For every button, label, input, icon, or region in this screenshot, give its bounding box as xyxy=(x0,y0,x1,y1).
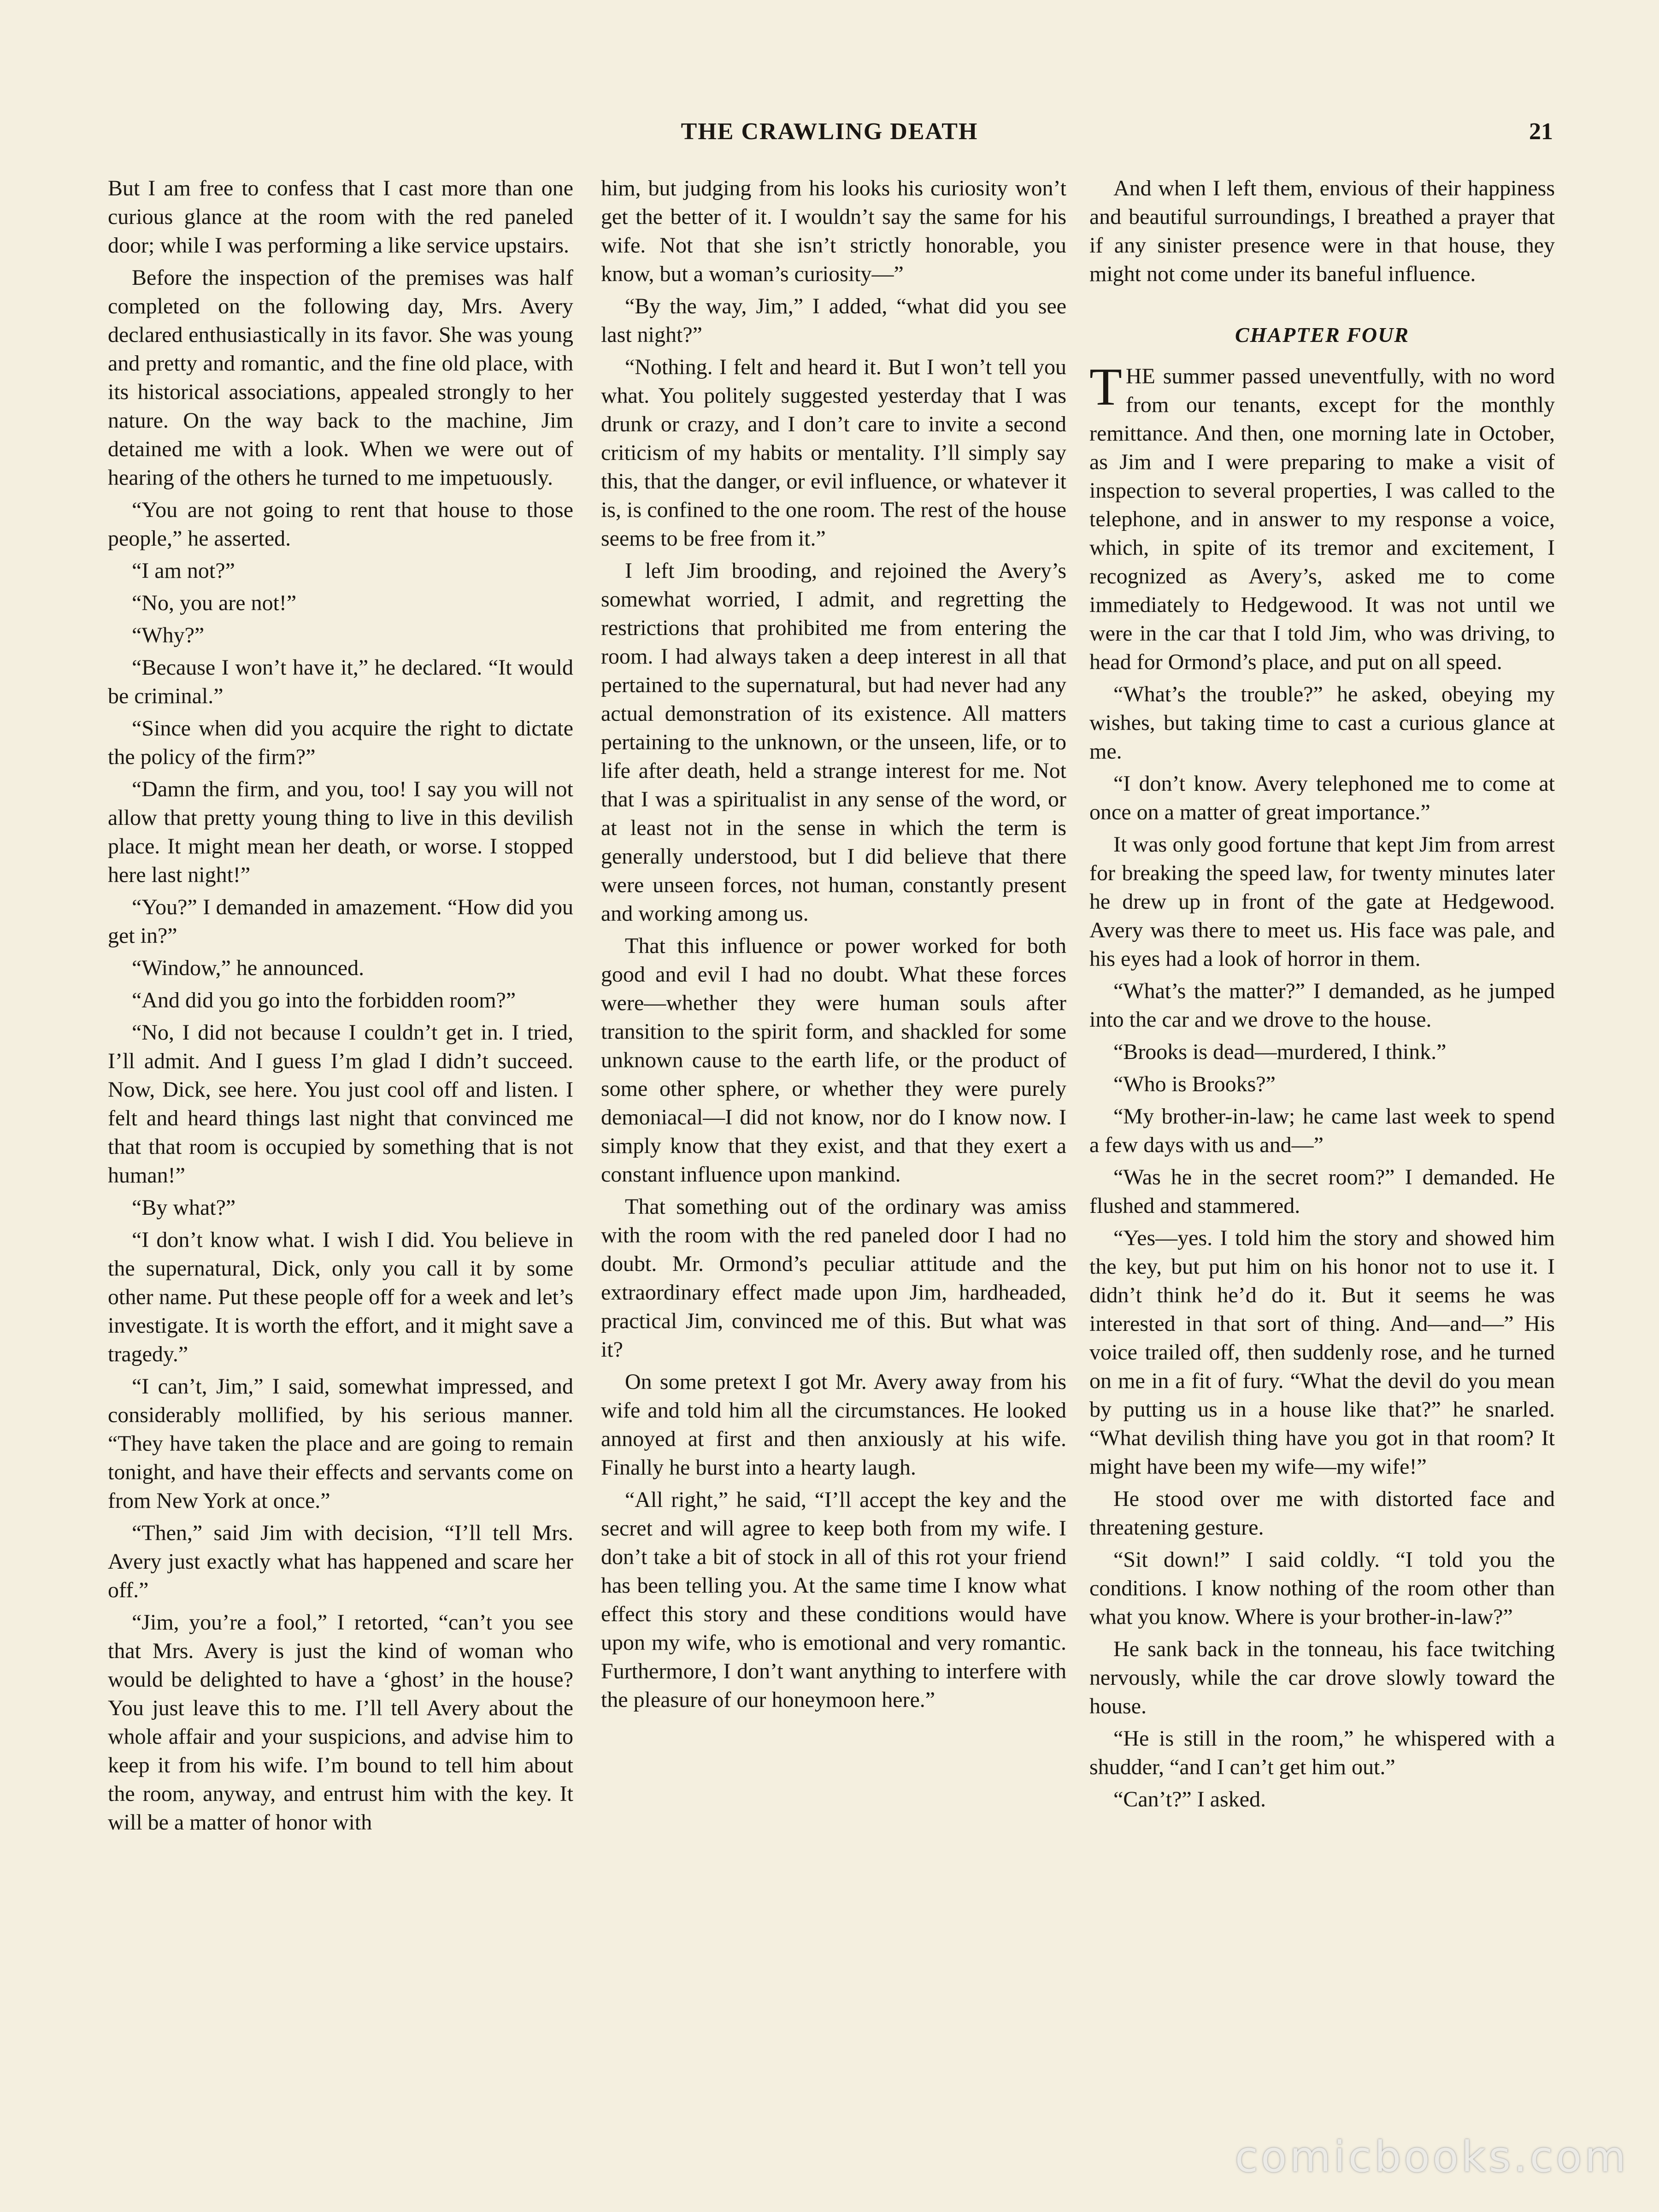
paragraph: “And did you go into the forbidden room?” xyxy=(132,988,516,1012)
paragraph: That this influence or power worked for both good and evil I had no doubt. What these forces were—whether they were human souls after transition to the spirit form, and shackled for some unknown cause to the earth life, or the product of some other sphere, or whether they were purely demoniacal—I did not know, nor do I know now. I simply know that they exist, and that they exert a constant influence upon mankind. xyxy=(601,934,1066,1187)
paragraph: On some pretext I got Mr. Avery away from his wife and told him all the circumstances. He looked annoyed at first and then anxiously at his wife. Finally he burst into a hearty laugh. xyxy=(601,1370,1066,1480)
drop-cap-paragraph-text: HE summer passed uneventfully, with no word from our tenants, except for the monthly remittance. And then, one morning late in October, as Jim and I were preparing to make a visit of inspection to several properties, I was called to the telephone, and in answer to my response a voice, which, in spite of its tremor and excitement, I recognized as Avery’s, asked me to come immediately to Hedgewood. It was not until we were in the car that I told Jim, who was driving, to head for Ormond’s place, and put on all speed. xyxy=(1089,364,1555,674)
paragraph: And when I left them, envious of their happiness and beautiful surroundings, I breathed a prayer that if any sinister presence were in that house, they might not come under its baneful influence. xyxy=(1089,176,1555,286)
paragraph: “You are not going to rent that house to those people,” he asserted. xyxy=(108,498,573,551)
paragraph: “No, I did not because I couldn’t get in. I tried, I’ll admit. And I guess I’m glad I didn’t succeed. Now, Dick, see here. You just cool off and listen. I felt and heard things last night that convinced me that that room is occupied by something that is not human!” xyxy=(108,1020,573,1188)
paragraph: “Damn the firm, and you, too! I say you will not allow that pretty young thing to live in this devilish place. It might mean her death, or worse. I stopped here last night!” xyxy=(108,777,573,887)
paragraph: “Was he in the secret room?” I demanded. He flushed and stammered. xyxy=(1089,1165,1555,1218)
paragraph: “Can’t?” I asked. xyxy=(1113,1787,1266,1812)
paragraph: He sank back in the tonneau, his face twitching nervously, while the car drove slowly toward the house. xyxy=(1089,1637,1555,1718)
paragraph: “Jim, you’re a fool,” I retorted, “can’t you see that Mrs. Avery is just the kind of woman who would be delighted to have a ‘ghost’ in the house? You just leave this to me. I’ll tell Avery about the whole affair and your suspicions, and advise him to keep it from his wife. I’m bound to tell him about the room, anyway, and entrust him with the key. It will be a matter of honor with xyxy=(108,1610,573,1835)
paragraph: “Nothing. I felt and heard it. But I won’t tell you what. You politely suggested yesterday that I was drunk or crazy, and I don’t care to invite a second criticism of my habits or mentality. I’ll simply say this, that the danger, or evil influence, or whatever it is, is confined to the one room. The rest of the house seems to be free from it.” xyxy=(601,355,1066,551)
paragraph: “Window,” he announced. xyxy=(132,956,365,980)
paragraph: “Yes—yes. I told him the story and showed him the key, but put him on his honor not to use it. I didn’t think he’d do it. But it seems he was interested in that sort of thing. And—and—” His voice trailed off, then suddenly rose, and he turned on me in a fit of fury. “What the devil do you mean by putting us in a house like that?” he snarled. “What devilish thing have you got in that room? It might have been my wife—my wife!” xyxy=(1089,1226,1555,1479)
paragraph: “Brooks is dead—murdered, I think.” xyxy=(1113,1040,1447,1064)
paragraph: “All right,” he said, “I’ll accept the key and the secret and will agree to keep both from my wife. I don’t take a bit of stock in all of this rot your friend has been telling you. At the same time I know what effect this story and these conditions would have upon my wife, who is emotional and very romantic. Furthermore, I don’t want anything to interfere with the pleasure of our honeymoon here.” xyxy=(601,1488,1066,1712)
text-column-1 xyxy=(108,174,573,2068)
paragraph: “No, you are not!” xyxy=(132,591,297,615)
paragraph: “What’s the matter?” I demanded, as he jumped into the car and we drove to the house. xyxy=(1089,979,1555,1032)
chapter-opening-paragraph xyxy=(1089,358,1555,677)
text-column-2 xyxy=(601,174,1066,2068)
drop-cap: T xyxy=(1089,358,1122,417)
paragraph: “Since when did you acquire the right to dictate the policy of the firm?” xyxy=(108,716,573,769)
paragraph: It was only good fortune that kept Jim from arrest for breaking the speed law, for twenty minutes later he drew up in front of the gate at Hedgewood. Avery was there to meet us. His face was pale, and his eyes had a look of horror in them. xyxy=(1089,832,1555,971)
paragraph: “Then,” said Jim with decision, “I’ll tell Mrs. Avery just exactly what has happened and scare her off.” xyxy=(108,1521,573,1602)
paragraph: “By what?” xyxy=(132,1195,236,1220)
page-header xyxy=(106,118,1553,150)
paragraph: him, but judging from his looks his curiosity won’t get the better of it. I wouldn’t say the same for his wife. Not that she isn’t strictly honorable, you know, but a woman’s curiosity—” xyxy=(601,176,1066,286)
text-column-3 xyxy=(1089,174,1555,2068)
page-number: 21 xyxy=(1529,118,1553,145)
paragraph: “Who is Brooks?” xyxy=(1113,1072,1276,1096)
chapter-heading: CHAPTER FOUR xyxy=(1235,323,1409,347)
paragraph: “Sit down!” I said coldly. “I told you the conditions. I know nothing of the room other than what you know. Where is your brother-in-law?” xyxy=(1089,1547,1555,1629)
paragraph: But I am free to confess that I cast more than one curious glance at the room with the red paneled door; while I was performing a like service upstairs. xyxy=(108,176,573,258)
paragraph: “What’s the trouble?” he asked, obeying my wishes, but taking time to cast a curious glance at me. xyxy=(1089,682,1555,764)
paragraph: “He is still in the room,” he whispered with a shudder, “and I can’t get him out.” xyxy=(1089,1726,1555,1779)
paragraph: “I am not?” xyxy=(132,559,235,583)
paragraph: “My brother-in-law; he came last week to spend a few days with us and—” xyxy=(1089,1104,1555,1157)
paragraph: “I don’t know. Avery telephoned me to come at once on a matter of great importance.” xyxy=(1089,771,1555,824)
paragraph: “Because I won’t have it,” he declared. “It would be criminal.” xyxy=(108,655,573,708)
paragraph: “Why?” xyxy=(132,623,205,647)
watermark: comicbooks.com xyxy=(1235,2132,1629,2182)
paragraph: He stood over me with distorted face and threatening gesture. xyxy=(1089,1487,1555,1540)
paragraph: “You?” I demanded in amazement. “How did you get in?” xyxy=(108,895,573,948)
paragraph: I left Jim brooding, and rejoined the Avery’s somewhat worried, I admit, and regretting the restrictions that prohibited me from entering the room. I had always taken a deep interest in all that pertained to the supernatural, but had never had any actual demonstration of its existence. All matters pertaining to the unknown, or the unseen, life, or to life after death, held a strange interest for me. Not that I was a spiritualist in any sense of the word, or at least not in the sense in which the term is generally understood, but I did believe that there were unseen forces, not human, constantly present and working among us. xyxy=(601,559,1066,926)
paragraph: That something out of the ordinary was amiss with the room with the red paneled door I had no doubt. Mr. Ormond’s peculiar attitude and the extraordinary effect made upon Jim, hardheaded, practical Jim, convinced me of this. But what was it? xyxy=(601,1194,1066,1362)
paragraph: “I can’t, Jim,” I said, somewhat impressed, and considerably mollified, by his serious manner. “They have taken the place and are going to remain tonight, and have their effects and servants come on from New York at once.” xyxy=(108,1374,573,1513)
paragraph: “By the way, Jim,” I added, “what did you see last night?” xyxy=(601,294,1066,347)
paragraph: Before the inspection of the premises was half completed on the following day, Mrs. Avery declared enthusiastically in its favor. She was young and pretty and romantic, and the fine old place, with its historical associations, appealed strongly to her nature. On the way back to the machine, Jim detained me with a look. When we were out of hearing of the others he turned to me impetuously. xyxy=(108,265,573,490)
running-head: THE CRAWLING DEATH xyxy=(681,118,978,145)
paragraph: “I don’t know what. I wish I did. You believe in the supernatural, Dick, only you call it by some other name. Put these people off for a week and let’s investigate. It is worth the effort, and it might save a tragedy.” xyxy=(108,1228,573,1366)
